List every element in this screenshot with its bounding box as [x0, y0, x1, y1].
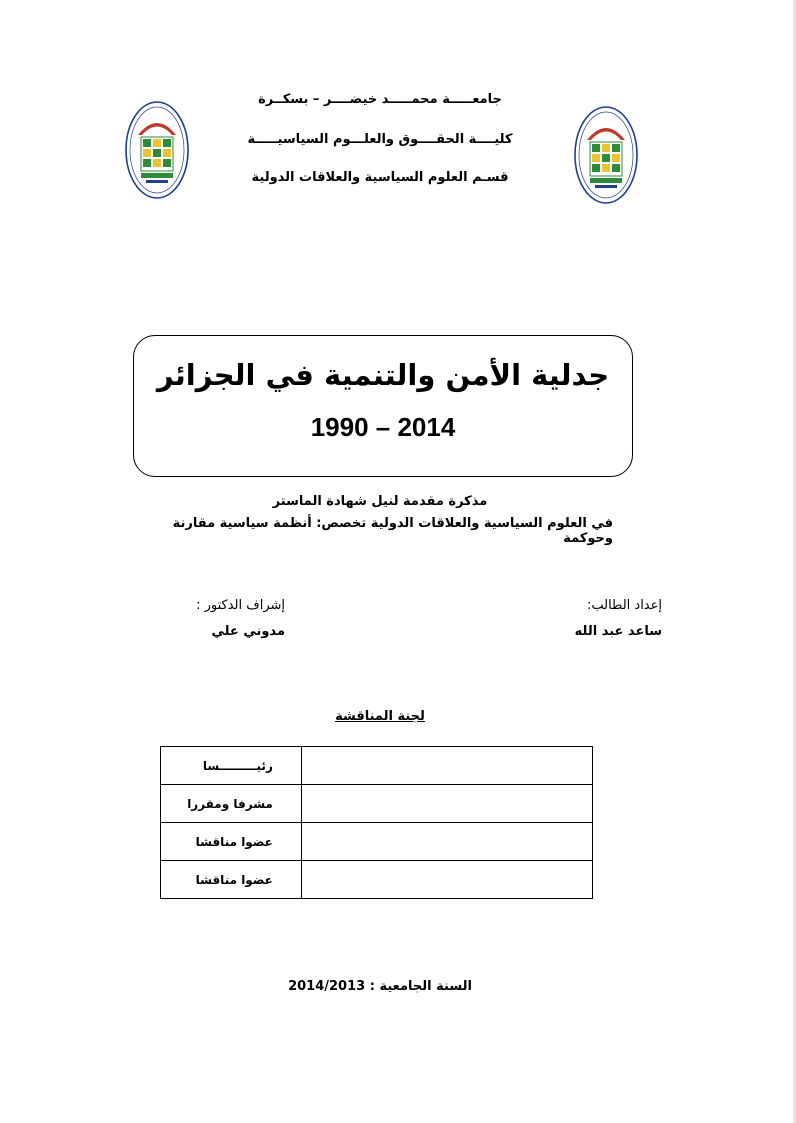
supervisor-label: إشراف الدكتور : — [196, 598, 285, 613]
committee-role: عضوا مناقشا — [161, 861, 302, 899]
thesis-degree-line: مذكرة مقدمة لنيل شهادة الماستر — [272, 494, 488, 509]
department-name: قسـم العلوم السياسية والعلاقات الدولية — [251, 170, 509, 185]
committee-role: عضوا مناقشا — [161, 823, 302, 861]
committee-table — [160, 746, 593, 899]
student-name: ساعد عبد الله — [574, 624, 662, 639]
committee-heading: لجنة المناقشة — [335, 709, 425, 724]
university-name: جامعـــــة محمـــــد خيضــــر – بسكــرة — [258, 92, 502, 107]
committee-role: مشرفا ومقررا — [161, 785, 302, 823]
committee-member-name — [301, 785, 592, 823]
university-logo-left — [124, 99, 190, 201]
committee-member-name — [301, 861, 592, 899]
faculty-name: كليــــة الحقــــوق والعلـــوم السياسيـــــة — [247, 132, 513, 147]
table-row — [161, 747, 593, 785]
supervisor-name: مدوني علي — [211, 624, 285, 639]
committee-role: رئيـــــــــسا — [161, 747, 302, 785]
committee-member-name — [301, 823, 592, 861]
table-row — [161, 785, 593, 823]
university-logo-right — [573, 104, 639, 206]
student-label: إعداد الطالب: — [586, 598, 662, 613]
table-row — [161, 861, 593, 899]
title-box — [133, 335, 633, 477]
thesis-specialty-line: في العلوم السياسية والعلاقات الدولية تخصص: أنظمة سياسية مقارنة وحوكمة — [172, 516, 613, 546]
table-row — [161, 823, 593, 861]
thesis-title: جدلية الأمن والتنمية في الجزائر — [156, 358, 610, 392]
committee-member-name — [301, 747, 592, 785]
academic-year: السنة الجامعية : 2014/2013 — [288, 979, 472, 994]
thesis-period: 1990 – 2014 — [310, 412, 456, 442]
